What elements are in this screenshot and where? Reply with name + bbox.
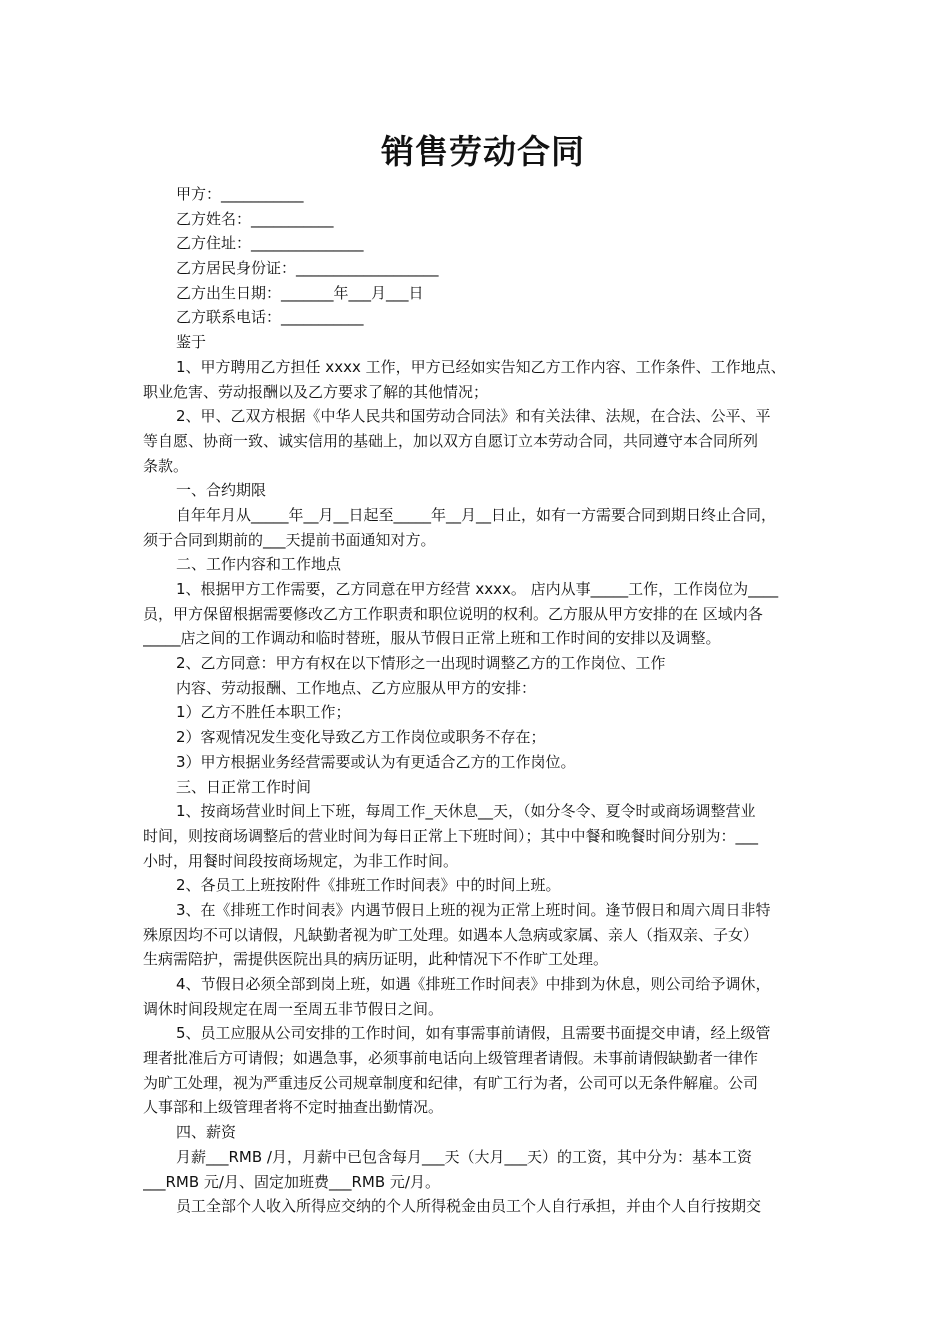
document-line: 调休时间段规定在周一至周五非节假日之间。 — [143, 999, 444, 1018]
document-line: 2、乙方同意：甲方有权在以下情形之一出现时调整乙方的工作岗位、工作 — [176, 654, 666, 673]
document-line: 1）乙方不胜任本职工作； — [176, 703, 351, 722]
document-line: 等自愿、协商一致、诚实信用的基础上，加以双方自愿订立本劳动合同，共同遵守本合同所列 — [143, 431, 759, 450]
document-body — [143, 182, 823, 1219]
document-line: 理者批准后方可请假；如遇急事，必须事前电话向上级管理者请假。未事前请假缺勤者一律作 — [143, 1049, 759, 1068]
document-line: 月薪___RMB /月，月薪中已包含每月___天（大月___天）的工资，其中分为：基本工资 — [176, 1147, 752, 1166]
document-line: 内容、劳动报酬、工作地点、乙方应服从甲方的安排： — [176, 678, 537, 697]
document-line: 职业危害、劳动报酬以及乙方要求了解的其他情况； — [143, 382, 489, 401]
document-line: 员工全部个人收入所得应交纳的个人所得税金由员工个人自行承担，并由个人自行按期交 — [176, 1197, 762, 1216]
document-line: 为旷工处理，视为严重违反公司规章制度和纪律，有旷工行为者，公司可以无条件解雇。公司 — [143, 1073, 759, 1092]
document-line: 人事部和上级管理者将不定时抽查出勤情况。 — [143, 1098, 444, 1117]
document-line: 甲方：___________ — [176, 185, 304, 203]
document-line: 乙方姓名：___________ — [176, 209, 334, 228]
document-line: 生病需陪护，需提供医院出具的病历证明，此种情况下不作旷工处理。 — [143, 950, 609, 969]
document-line: 一、合约期限 — [176, 481, 267, 500]
document-line: 2）客观情况发生变化导致乙方工作岗位或职务不存在； — [176, 728, 546, 747]
document-line: 殊原因均不可以请假，凡缺勤者视为旷工处理。如遇本人急病或家属、亲人（指双亲、子女） — [143, 925, 759, 944]
document-line: 1、根据甲方工作需要，乙方同意在甲方经营 xxxx。 店内从事_____工作，工作岗位为____ — [176, 580, 779, 598]
document-line: 小时，用餐时间段按商场规定，为非工作时间。 — [143, 851, 459, 870]
document-page — [143, 122, 823, 1219]
document-line: 2、各员工上班按附件《排班工作时间表》中的时间上班。 — [176, 876, 561, 895]
document-line: 乙方居民身份证：___________________ — [176, 259, 439, 278]
document-line: 乙方住址：_______________ — [176, 234, 364, 253]
document-line: 二、工作内容和工作地点 — [176, 555, 342, 574]
document-line: 时间，则按商场调整后的营业时间为每日正常上下班时间）；其中中餐和晚餐时间分别为：___ — [143, 826, 759, 845]
document-line: 乙方联系电话：___________ — [176, 308, 364, 327]
document-line: 条款。 — [143, 456, 189, 475]
document-line: 5、员工应服从公司安排的工作时间，如有事需事前请假，且需要书面提交申请，经上级管 — [176, 1024, 771, 1043]
document-title: 销售劳动合同 — [381, 132, 585, 171]
document-line: 4、节假日必须全部到岗上班，如遇《排班工作时间表》中排到为休息，则公司给予调休， — [176, 975, 771, 993]
document-line: 员，甲方保留根据需要修改乙方工作职责和职位说明的权利。乙方服从甲方安排的在 区域内各 — [143, 604, 763, 623]
document-line: 3、在《排班工作时间表》内遇节假日上班的视为正常上班时间。逢节假日和周六周日非特 — [176, 900, 771, 919]
document-line: ___RMB 元/月、固定加班费___RMB 元/月。 — [143, 1172, 440, 1191]
document-line: _____店之间的工作调动和临时替班，服从节假日正常上班和工作时间的安排以及调整。 — [143, 629, 721, 648]
document-line: 2、甲、乙双方根据《中华人民共和国劳动合同法》和有关法律、法规，在合法、公平、平 — [176, 407, 771, 426]
document-line: 须于合同到期前的___天提前书面通知对方。 — [143, 530, 436, 549]
document-line: 自年年月从_____年__月__日起至_____年__月__日止，如有一方需要合同到期日终止合同， — [176, 505, 777, 524]
document-line: 1、按商场营业时间上下班，每周工作_天休息__天，（如分冬令、夏令时或商场调整营业 — [176, 802, 756, 821]
document-line: 3）甲方根据业务经营需要或认为有更适合乙方的工作岗位。 — [176, 752, 576, 771]
document-line: 乙方出生日期：_______年___月___日 — [176, 283, 424, 302]
document-line: 鉴于 — [176, 333, 207, 352]
document-line: 1、甲方聘用乙方担任 xxxx 工作，甲方已经如实告知乙方工作内容、工作条件、工作地点、 — [176, 357, 786, 376]
document-line: 四、薪资 — [176, 1123, 237, 1142]
document-line: 三、日正常工作时间 — [176, 777, 312, 796]
